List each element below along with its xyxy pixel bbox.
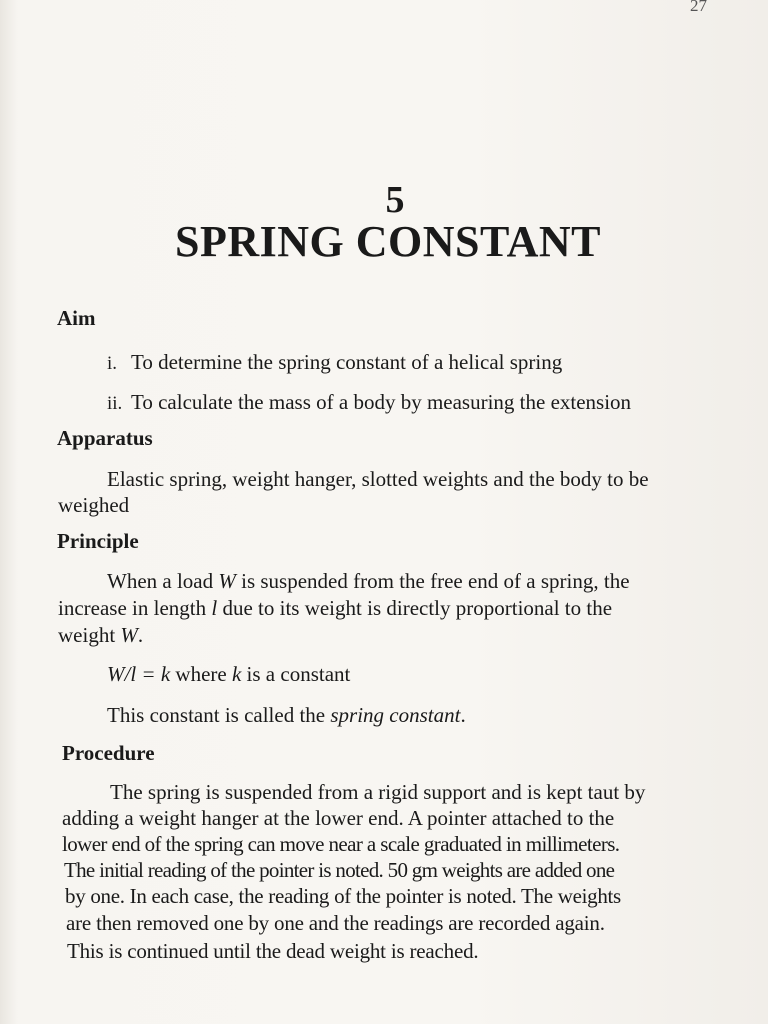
- principle-text: due to its weight is directly proportional to the: [217, 596, 613, 620]
- variable-k: k: [231, 662, 242, 686]
- aim-item-1: [107, 350, 562, 375]
- aim-item-1-marker: i.: [107, 353, 118, 374]
- apparatus-line-2: weighed: [58, 493, 130, 517]
- constant-text: .: [460, 703, 466, 727]
- procedure-line-5: by one. In each case, the reading of the pointer is noted. The weights: [65, 884, 621, 908]
- chapter-number: 5: [385, 179, 405, 221]
- aim-item-2-text: To calculate the mass of a body by measuring the extension: [131, 390, 632, 414]
- principle-text: When a load: [107, 569, 219, 593]
- apparatus-line-1: Elastic spring, weight hanger, slotted weights and the body to be: [107, 467, 649, 491]
- constant-text: This constant is called the: [107, 703, 331, 727]
- principle-text: is suspended from the free end of a spring, the: [235, 569, 630, 593]
- procedure-heading: Procedure: [62, 741, 155, 765]
- principle-line-1: [107, 569, 630, 594]
- principle-text: increase in length: [58, 596, 212, 620]
- aim-item-2-marker: ii.: [107, 393, 123, 414]
- principle-line-3: [58, 623, 143, 648]
- formula-text: where: [170, 662, 232, 686]
- principle-line-2: [58, 596, 612, 621]
- principle-heading: Principle: [57, 529, 139, 553]
- principle-text: .: [137, 623, 144, 647]
- variable-w: W: [218, 569, 236, 593]
- apparatus-heading: Apparatus: [57, 426, 153, 450]
- principle-formula: [107, 662, 350, 687]
- aim-heading: Aim: [57, 306, 96, 330]
- formula-text: is a constant: [241, 662, 351, 686]
- procedure-line-3: lower end of the spring can move near a scale graduated in millimeters.: [62, 832, 620, 856]
- aim-item-2: [107, 390, 631, 415]
- chapter-title: SPRING CONSTANT: [175, 217, 601, 266]
- formula-expression: W/l = k: [107, 662, 171, 686]
- procedure-line-1: The spring is suspended from a rigid support and is kept taut by: [110, 780, 646, 804]
- page-number: 27: [690, 0, 707, 15]
- principle-text: weight: [58, 623, 121, 647]
- procedure-line-6: are then removed one by one and the readings are recorded again.: [66, 911, 605, 935]
- procedure-line-7: This is continued until the dead weight is reached.: [67, 939, 479, 963]
- principle-constant-line: [107, 703, 466, 728]
- variable-l: l: [211, 596, 218, 620]
- spring-constant-term: spring constant: [330, 703, 461, 727]
- procedure-line-4: The initial reading of the pointer is noted. 50 gm weights are added one: [64, 858, 615, 882]
- procedure-line-2: adding a weight hanger at the lower end. A pointer attached to the: [62, 806, 615, 830]
- variable-w: W: [120, 623, 138, 647]
- aim-item-1-text: To determine the spring constant of a helical spring: [131, 350, 563, 374]
